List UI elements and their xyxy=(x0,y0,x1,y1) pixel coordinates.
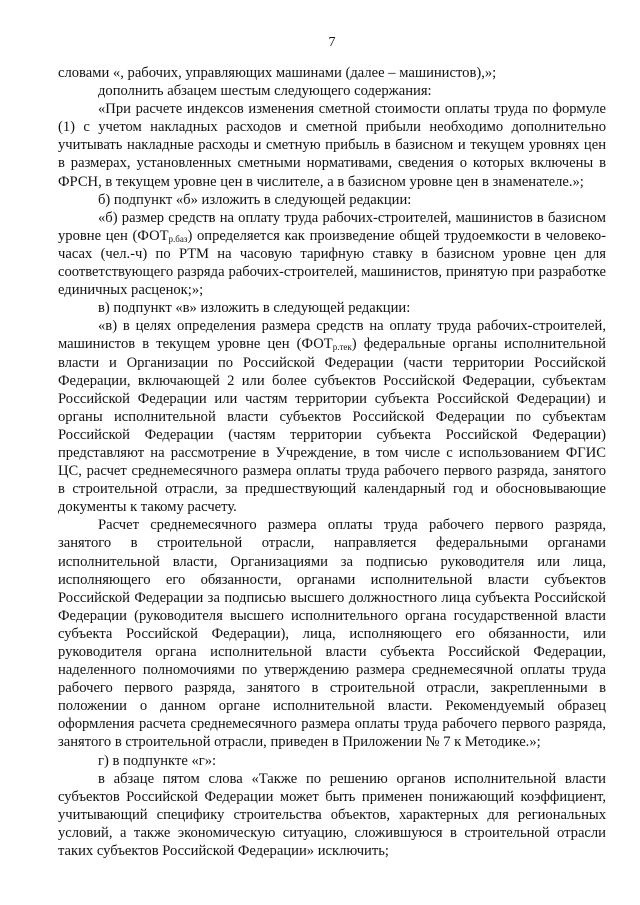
paragraph-subclause-v-heading: в) подпункт «в» изложить в следующей редакции: xyxy=(98,300,411,317)
paragraph-index-calculation: «При расчете индексов изменения сметной стоимости оплаты труда по формуле (1) с учетом накладных расходов и сметной прибыли необходимо дополнительно учитывать накладные расходы и сметную прибыль в базисном и текущем уровнях цен в размерах, установленных сметными нормативами, сведения о которых включены в ФРСН, в текущем уровне цен в числителе, а в базисном уровне цен в знаменателе.»; xyxy=(58,101,606,190)
text-fragment: ) определяется как произведение общей трудоемкости в человеко-часах (чел.-ч) по РТМ на часовую тарифную ставку в базисном уровне цен для соответствующего разряда рабочих-строителей, машинистов, принятую при разработке единичных расценок;»; xyxy=(58,227,606,299)
text-fragment: «б) размер средств на оплату труда рабочих-строителей, машинистов в базисном уровне цен (ФОТ xyxy=(58,209,606,244)
subscript-base: р.баз xyxy=(168,233,188,244)
paragraph-add-sixth: дополнить абзацем шестым следующего содержания: xyxy=(98,83,432,100)
paragraph-subclause-v-text xyxy=(58,317,606,516)
paragraph-subclause-b-heading: б) подпункт «б» изложить в следующей редакции: xyxy=(98,191,412,208)
document-body xyxy=(58,64,606,860)
paragraph-monthly-wage-calculation: Расчет среднемесячного размера оплаты труда рабочего первого разряда, занятого в строительной отрасли, направляется федеральными органами исполнительной власти, Организациями за подписью руководителя или лица, исполняющего его обязанности, органами исполнительной власти субъектов Российской Федерации за подписью высшего должностного лица субъекта Российской Федерации (руководителя высшего исполнительного органа государственной власти субъекта Российской Федерации), лица, исполняющего его обязанности, или руководителя органа исполнительной власти субъекта Российской Федерации, наделенного полномочиями по утверждению размера среднемесячной оплаты труда рабочего первого разряда, занятого в строительной отрасли, закрепленными в положении о данном органе исполнительной власти. Рекомендуемый образец оформления расчета среднемесячного размера оплаты труда рабочего первого разряда, занятого в строительной отрасли, приведен в Приложении № 7 к Методике.»; xyxy=(58,517,606,751)
text-fragment: ) федеральные органы исполнительной власти и Организации по Российской Федерации (части территории Российской Федерации, включающей 2 или более субъектов Российской Федерации, субъектам Российской Федерации или частям территории субъекта Российской Федерации) и органы исполнительной власти субъектов Российской Федерации по субъектам Российской Федерации (частям территории субъекта Российской Федерации) представляют на рассмотрение в Учреждение, в том числе с использованием ФГИС ЦС, расчет среднемесячного размера оплаты труда рабочего первого разряда, занятого в строительной отрасли, за предшествующий календарный год и обосновывающие документы к такому расчету. xyxy=(58,336,606,516)
paragraph-replacement-words: словами «, рабочих, управляющих машинами (далее – машинистов),»; xyxy=(58,65,497,81)
paragraph-fifth-paragraph-words: в абзаце пятом слова «Также по решению органов исполнительной власти субъектов Российской Федерации может быть применен понижающий коэффициент, учитывающий специфику строительства объектов, характерных для региональных условий, а также экономическую ситуацию, сложившуюся в строительной отрасли таких субъектов Российской Федерации» исключить; xyxy=(58,770,606,860)
paragraph-subclause-g-heading: г) в подпункте «г»: xyxy=(98,752,217,769)
text-fragment: «в) в целях определения размера средств на оплату труда рабочих-строителей, машинистов в текущем уровне цен (ФОТ xyxy=(58,318,606,353)
subscript-current: р.тек xyxy=(332,342,352,353)
page-number: 7 xyxy=(328,35,336,50)
paragraph-subclause-b-text xyxy=(58,209,606,299)
